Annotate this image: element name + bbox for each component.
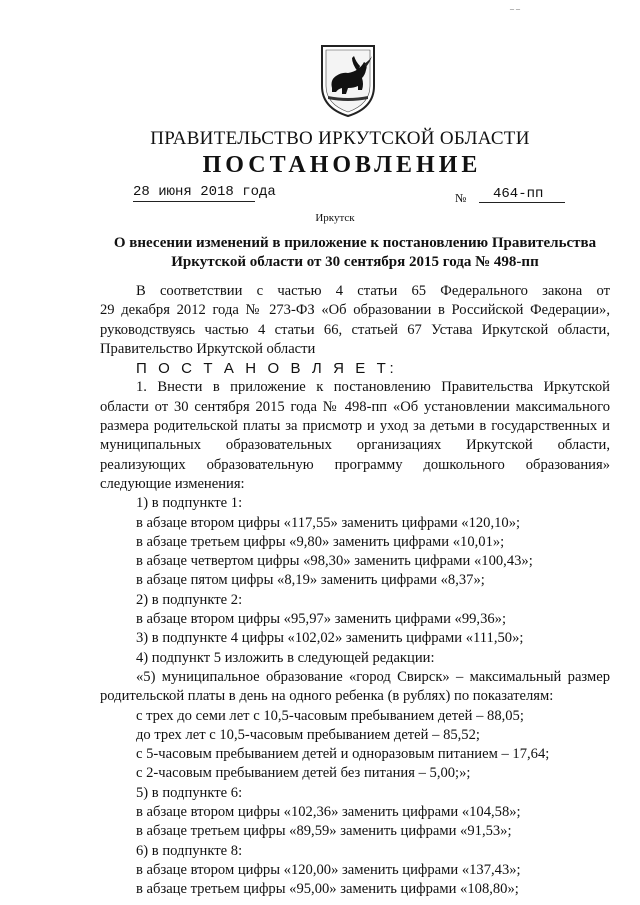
- subject-line: О внесении изменений в приложение к постановлению Правительства: [113, 235, 597, 251]
- list-item: 4) подпункт 5 изложить в следующей редакции:: [136, 649, 435, 666]
- list-item: в абзаце третьем цифры «95,00» заменить цифрами «108,80»;: [136, 881, 519, 898]
- list-item: родительской платы в день на одного ребенка (в рублях) по показателям:: [100, 688, 554, 705]
- list-item: 6) в подпункте 8:: [136, 842, 243, 859]
- list-item: в абзаце втором цифры «102,36» заменить цифрами «104,58»;: [136, 804, 521, 821]
- list-item: в абзаце втором цифры «95,97» заменить цифрами «99,36»;: [136, 611, 507, 628]
- document-city: Иркутск: [315, 212, 355, 224]
- body-line: В соответствии с частью 4 статьи 65 Федерального закона от: [136, 283, 610, 299]
- top-mark: _ _: [510, 2, 520, 11]
- list-item: в абзаце втором цифры «117,55» заменить цифрами «120,10»;: [136, 514, 521, 531]
- list-item: в абзаце третьем цифры «89,59» заменить цифрами «91,53»;: [136, 823, 512, 840]
- body-line: 1. Внести в приложение к постановлению Правительства Иркутской: [136, 379, 610, 396]
- list-item: 2) в подпункте 2:: [136, 591, 243, 608]
- list-item: в абзаце третьем цифры «9,80» заменить цифрами «10,01»;: [136, 533, 505, 550]
- document-date: 28 июня 2018 года: [133, 184, 276, 200]
- body-line: 29 декабря 2012 года № 273-ФЗ «Об образовании в Российской Федерации»,: [100, 302, 610, 319]
- list-item: в абзаце четвертом цифры «98,30» заменить цифрами «100,43»;: [136, 553, 533, 570]
- body-line: области от 30 сентября 2015 года № 498-пп «Об установлении максимального: [100, 398, 610, 415]
- body-line: Правительство Иркутской области: [100, 340, 316, 357]
- document-type-title: ПОСТАНОВЛЕНИЕ: [202, 152, 482, 178]
- document-number: 464-пп: [479, 186, 565, 203]
- list-item: с трех до семи лет с 10,5-часовым пребыванием детей – 88,05;: [136, 707, 524, 724]
- document-body: [100, 282, 610, 900]
- number-sign: №: [455, 191, 467, 205]
- coat-of-arms-icon: [318, 42, 378, 118]
- government-title: ПРАВИТЕЛЬСТВО ИРКУТСКОЙ ОБЛАСТИ: [150, 128, 530, 149]
- list-item: с 5-часовым пребыванием детей и одноразовым питанием – 17,64;: [136, 746, 550, 763]
- body-line: следующие изменения:: [100, 475, 245, 492]
- list-item: в абзаце пятом цифры «8,19» заменить цифрами «8,37»;: [136, 572, 485, 589]
- document-subject: [100, 234, 610, 272]
- body-line: муниципальных образовательных организациях Иркутской области,: [100, 437, 610, 454]
- body-line: реализующих образовательную программу дошкольного образования»: [100, 456, 610, 473]
- list-item: 1) в подпункте 1:: [136, 495, 243, 512]
- resolves-heading: П О С Т А Н О В Л Я Е Т:: [136, 360, 398, 378]
- subject-line: Иркутской области от 30 сентября 2015 года № 498-пп: [171, 254, 539, 270]
- body-line: руководствуясь частью 4 статьи 66, статьей 67 Устава Иркутской области,: [100, 321, 610, 338]
- body-line: размера родительской платы за присмотр и уход за детьми в государственных и: [100, 418, 610, 435]
- list-item: «5) муниципальное образование «город Свирск» – максимальный размер: [136, 668, 610, 685]
- list-item: до трех лет с 10,5-часовым пребыванием детей – 85,52;: [136, 726, 480, 743]
- list-item: 5) в подпункте 6:: [136, 784, 243, 801]
- list-item: с 2-часовым пребыванием детей без питания – 5,00;»;: [136, 765, 471, 782]
- list-item: 3) в подпункте 4 цифры «102,02» заменить цифрами «111,50»;: [136, 630, 524, 647]
- list-item: в абзаце втором цифры «120,00» заменить цифрами «137,43»;: [136, 861, 521, 878]
